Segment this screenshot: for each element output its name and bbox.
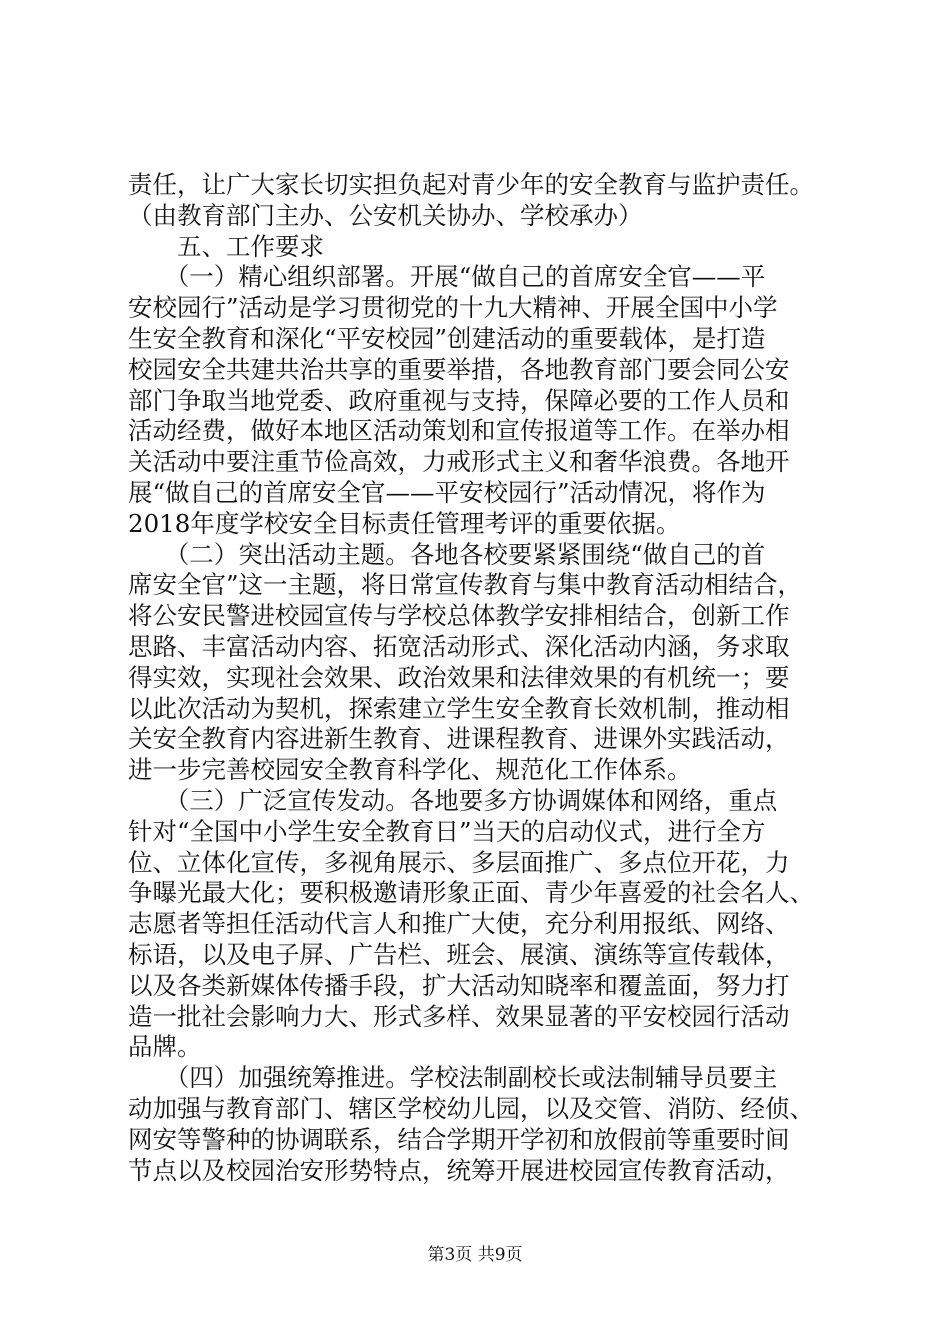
text-line: 展“做自己的首席安全官——平安校园行”活动情况，将作为 xyxy=(128,477,766,507)
page-footer: 第3页 共9页 xyxy=(427,1245,523,1265)
text-line: 安校园行”活动是学习贯彻党的十九大精神、开展全国中小学 xyxy=(128,293,778,323)
text-line: 五、工作要求 xyxy=(128,231,324,261)
text-line: 志愿者等担任活动代言人和推广大使，充分利用报纸、网络、 xyxy=(128,909,790,939)
text-line: 动加强与教育部门、辖区学校幼儿园，以及交管、消防、经侦、 xyxy=(128,1093,814,1123)
text-line: 标语，以及电子屏、广告栏、班会、展演、演练等宣传载体， xyxy=(128,939,790,969)
text-line: （三）广泛宣传发动。各地要多方协调媒体和网络，重点 xyxy=(128,785,778,815)
text-line: 席安全官”这一主题，将日常宣传教育与集中教育活动相结合， xyxy=(128,570,803,600)
text-line: 责任，让广大家长切实担负起对青少年的安全教育与监护责任。 xyxy=(128,170,814,199)
text-line: 网安等警种的协调联系，结合学期开学初和放假前等重要时间 xyxy=(128,1124,790,1154)
text-line: 2018年度学校安全目标责任管理考评的重要依据。 xyxy=(128,508,681,538)
text-line: 思路、丰富活动内容、拓宽活动形式、深化活动内涵，务求取 xyxy=(128,631,790,661)
text-line: 以及各类新媒体传播手段，扩大活动知晓率和覆盖面，努力打 xyxy=(128,970,790,1000)
text-line: 活动经费，做好本地区活动策划和宣传报道等工作。在举办相 xyxy=(128,416,790,446)
text-line: 校园安全共建共治共享的重要举措，各地教育部门要会同公安 xyxy=(128,354,790,384)
text-line: 针对“全国中小学生安全教育日”当天的启动仪式，进行全方 xyxy=(128,816,766,846)
text-line: 位、立体化宣传，多视角展示、多层面推广、多点位开花，力 xyxy=(128,847,790,877)
text-line: 造一批社会影响力大、形式多样、效果显著的平安校园行活动 xyxy=(128,1001,790,1031)
text-line: 争曝光最大化；要积极邀请形象正面、青少年喜爱的社会名人、 xyxy=(128,878,814,908)
text-line: 生安全教育和深化“平安校园”创建活动的重要载体，是打造 xyxy=(128,323,766,353)
text-line: 节点以及校园治安形势特点，统筹开展进校园宣传教育活动， xyxy=(128,1155,790,1185)
text-line: （四）加强统筹推进。学校法制副校长或法制辅导员要主 xyxy=(128,1063,778,1093)
text-line: 关安全教育内容进新生教育、进课程教育、进课外实践活动， xyxy=(128,724,790,754)
text-line: 以此次活动为契机，探索建立学生安全教育长效机制，推动相 xyxy=(128,693,790,723)
text-line: （由教育部门主办、公安机关协办、学校承办） xyxy=(128,200,643,230)
text-line: 关活动中要注重节俭高效，力戒形式主义和奢华浪费。各地开 xyxy=(128,447,790,477)
text-line: （一）精心组织部署。开展“做自己的首席安全官——平 xyxy=(128,262,766,292)
text-line: 得实效，实现社会效果、政治效果和法律效果的有机统一；要 xyxy=(128,662,790,692)
text-line: （二）突出活动主题。各地各校要紧紧围绕“做自己的首 xyxy=(128,539,766,569)
text-line: 进一步完善校园安全教育科学化、规范化工作体系。 xyxy=(128,755,692,785)
document-body xyxy=(128,170,828,1186)
text-line: 部门争取当地党委、政府重视与支持，保障必要的工作人员和 xyxy=(128,385,790,415)
text-line: 将公安民警进校园宣传与学校总体教学安排相结合，创新工作 xyxy=(128,601,790,631)
text-line: 品牌。 xyxy=(128,1032,202,1062)
